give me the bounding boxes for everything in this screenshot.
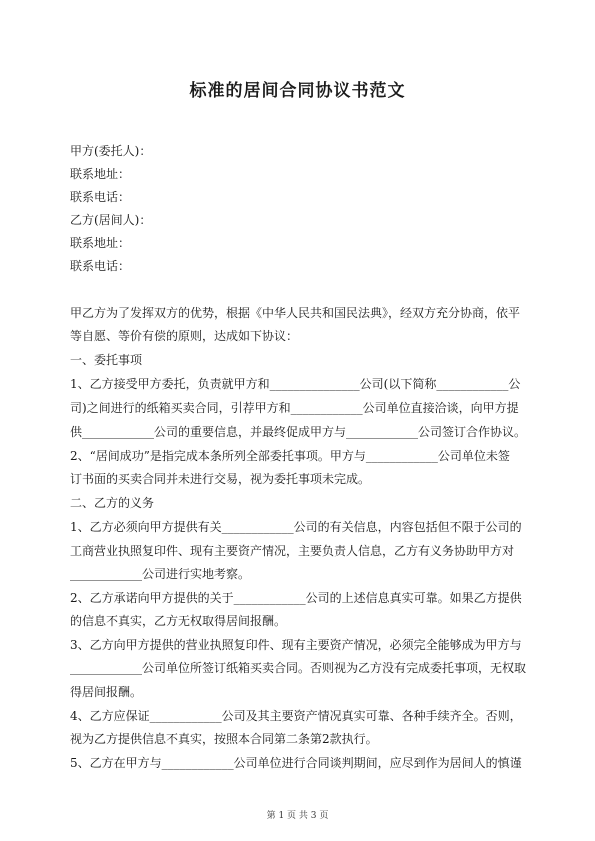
- body-line: 工商营业执照复印件、现有主要资产情况，主要负责人信息，乙方有义务协助甲方对: [70, 544, 515, 558]
- body-line: 等自愿、等价有偿的原则，达成如下协议：: [70, 329, 299, 343]
- header-field: 联系地址：: [70, 167, 131, 181]
- body-line: 视为乙方提供信息不真实，按照本合同第二条第2款执行。: [70, 732, 378, 746]
- body-line: ____________公司单位所签订纸箱买卖合同。否则视为乙方没有完成委托事项，无权取: [70, 661, 527, 675]
- body-line: 甲乙方为了发挥双方的优势，根据《中华人民共和国民法典》，经双方充分协商，依平: [70, 306, 521, 320]
- page-footer: 第 1 页 共 3 页: [266, 811, 329, 821]
- document-title: 标准的居间合同协议书范文: [189, 81, 406, 101]
- body-line: 二、乙方的义务: [70, 496, 155, 510]
- header-field: 联系电话：: [70, 259, 131, 273]
- body-line: 司)之间进行的纸箱买卖合同，引荐甲方和____________公司单位直接洽谈，向甲方提: [70, 401, 519, 415]
- header-field: 甲方(委托人)：: [70, 144, 152, 158]
- header-field: 乙方(居间人)：: [70, 213, 152, 227]
- body-line: 2、乙方承诺向甲方提供的关于____________公司的上述信息真实可靠。如果乙方提供: [70, 591, 522, 605]
- header-field: 联系地址：: [70, 236, 131, 250]
- header-field: 联系电话：: [70, 190, 131, 204]
- body-line: 3、乙方向甲方提供的营业执照复印件、现有主要资产情况，必须完全能够成为甲方与: [70, 638, 522, 652]
- body-line: 1、乙方接受甲方委托，负责就甲方和_______________公司(以下简称____________公: [70, 377, 521, 391]
- body-line: 5、乙方在甲方与____________公司单位进行合同谈判期间，应尽到作为居间人的慎谨: [70, 756, 522, 770]
- body-line: 2、“居间成功”是指完成本条所列全部委托事项。甲方与____________公司单位未签: [70, 449, 510, 463]
- body-line: 1、乙方必须向甲方提供有关____________公司的有关信息，内容包括但不限于公司的: [70, 520, 522, 534]
- body-line: 4、乙方应保证____________公司及其主要资产情况真实可靠、各种手续齐全。否则，: [70, 709, 522, 723]
- body-line: 得居间报酬。: [70, 685, 143, 699]
- body-line: 一、委托事项: [70, 353, 143, 367]
- body-line: 供____________公司的重要信息，并最终促成甲方与____________公司签订合作协议。: [70, 425, 527, 439]
- body-line: ____________公司进行实地考察。: [70, 567, 251, 581]
- body-line: 订书面的买卖合同并未进行交易，视为委托事项未完成。: [70, 472, 371, 486]
- body-line: 的信息不真实，乙方无权取得居间报酬。: [70, 614, 287, 628]
